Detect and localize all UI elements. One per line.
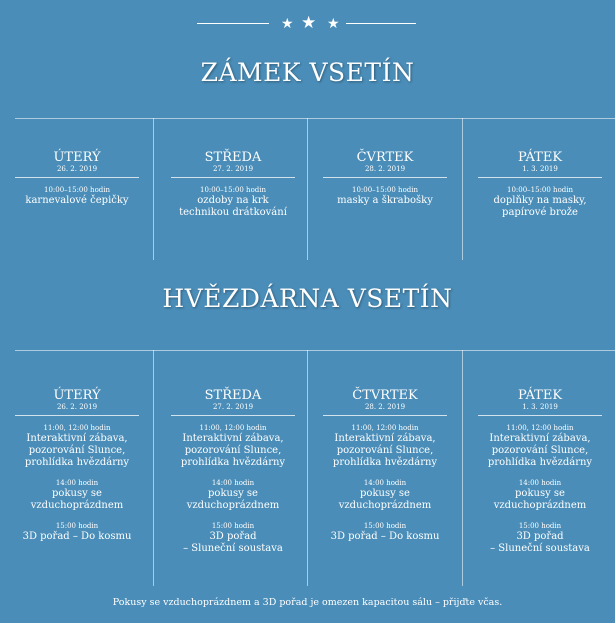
event-activity: 3D pořad – Do kosmu	[22, 531, 132, 542]
event-activity: vzduchoprázdnem	[338, 500, 432, 511]
event-activity: – Sluneční soustava	[183, 543, 283, 554]
event-time: 10:00–15:00 hodin	[506, 186, 574, 194]
event-activity: – Sluneční soustava	[490, 543, 590, 554]
event-time: 10:00–15:00 hodin	[199, 186, 267, 194]
event-time: 15:00 hodin	[518, 522, 562, 530]
day-name: ČVRTEK	[356, 150, 414, 165]
event-activity: karnevalové čepičky	[25, 195, 129, 206]
column-divider	[462, 350, 463, 586]
day-separator	[323, 415, 447, 416]
day-column	[470, 388, 610, 555]
event-time: 15:00 hodin	[55, 522, 99, 530]
event-activity: pozorování Slunce,	[336, 445, 434, 456]
event-activity: papírové brože	[502, 207, 578, 218]
day-name: STŘEDA	[204, 388, 262, 403]
schedule-grid-zamek	[15, 118, 615, 260]
grid-top-divider	[15, 350, 615, 351]
event-activity: ozdoby na krk	[197, 195, 269, 206]
event	[7, 424, 147, 469]
day-name: STŘEDA	[204, 150, 262, 165]
column-divider	[153, 118, 154, 260]
event-activity: prohlídka hvězdárny	[24, 457, 130, 468]
day-column	[470, 150, 610, 219]
section-title-hvezdarna: HVĚZDÁRNA VSETÍN	[162, 284, 453, 313]
event-time: 11:00, 12:00 hodin	[199, 424, 267, 432]
event-time: 11:00, 12:00 hodin	[506, 424, 574, 432]
day-name: PÁTEK	[517, 388, 563, 403]
event	[163, 424, 303, 469]
event	[470, 424, 610, 469]
day-date: 28. 2. 2019	[364, 403, 406, 411]
event-time: 11:00, 12:00 hodin	[351, 424, 419, 432]
event-activity: prohlídka hvězdárny	[332, 457, 438, 468]
decor-line-left	[197, 23, 269, 24]
event-activity: Interaktivní zábava,	[182, 433, 284, 444]
event	[163, 479, 303, 512]
event	[163, 522, 303, 555]
event-activity: prohlídka hvězdárny	[180, 457, 286, 468]
event	[163, 186, 303, 219]
day-column	[315, 150, 455, 207]
day-separator	[171, 415, 295, 416]
day-date: 1. 3. 2019	[522, 403, 558, 411]
day-separator	[478, 177, 602, 178]
event	[315, 479, 455, 512]
footer-note: Pokusy se vzduchoprázdnem a 3D pořad je omezen kapacitou sálu – přijďte včas.	[112, 597, 503, 608]
event-time: 10:00–15:00 hodin	[351, 186, 419, 194]
day-date: 26. 2. 2019	[56, 403, 98, 411]
day-column	[315, 388, 455, 543]
event	[315, 186, 455, 207]
day-date: 27. 2. 2019	[212, 165, 254, 173]
day-column	[7, 388, 147, 543]
event-activity: Interaktivní zábava,	[489, 433, 591, 444]
event-time: 14:00 hodin	[518, 479, 562, 487]
event-activity: prohlídka hvězdárny	[487, 457, 593, 468]
event-activity: pozorování Slunce,	[28, 445, 126, 456]
day-date: 28. 2. 2019	[364, 165, 406, 173]
day-column	[7, 150, 147, 207]
day-name: ÚTERÝ	[53, 388, 101, 403]
event	[315, 424, 455, 469]
event-activity: vzduchoprázdnem	[186, 500, 280, 511]
event-time: 15:00 hodin	[211, 522, 255, 530]
column-divider	[307, 350, 308, 586]
event-time: 14:00 hodin	[363, 479, 407, 487]
day-column	[163, 150, 303, 219]
star-icon: ★	[301, 13, 317, 33]
event-activity: pozorování Slunce,	[491, 445, 589, 456]
day-name: PÁTEK	[517, 150, 563, 165]
day-separator	[15, 415, 139, 416]
event-activity: 3D pořad	[209, 531, 257, 542]
section-title-zamek: ZÁMEK VSETÍN	[200, 58, 415, 87]
event	[315, 522, 455, 543]
star-icon: ★	[281, 16, 294, 32]
event-time: 11:00, 12:00 hodin	[43, 424, 111, 432]
column-divider	[307, 118, 308, 260]
day-name: ÚTERÝ	[53, 150, 101, 165]
day-date: 27. 2. 2019	[212, 403, 254, 411]
event	[7, 522, 147, 543]
event-activity: pokusy se	[515, 488, 565, 499]
column-divider	[153, 350, 154, 586]
event-time: 10:00–15:00 hodin	[43, 186, 111, 194]
day-date: 26. 2. 2019	[56, 165, 98, 173]
day-separator	[15, 177, 139, 178]
day-separator	[323, 177, 447, 178]
event-activity: doplňky na masky,	[493, 195, 587, 206]
event-activity: technikou drátkování	[179, 207, 287, 218]
day-date: 1. 3. 2019	[522, 165, 558, 173]
event-activity: 3D pořad – Do kosmu	[330, 531, 440, 542]
event-activity: pokusy se	[52, 488, 102, 499]
column-divider	[462, 118, 463, 260]
event-time: 14:00 hodin	[211, 479, 255, 487]
event-time: 15:00 hodin	[363, 522, 407, 530]
event-activity: 3D pořad	[516, 531, 564, 542]
event	[7, 479, 147, 512]
event-time: 14:00 hodin	[55, 479, 99, 487]
decor-line-right	[346, 23, 416, 24]
star-icon: ★	[327, 16, 340, 32]
event-activity: vzduchoprázdnem	[493, 500, 587, 511]
event	[470, 186, 610, 219]
event	[7, 186, 147, 207]
day-separator	[478, 415, 602, 416]
grid-top-divider	[15, 118, 615, 119]
day-name: ČTVRTEK	[352, 388, 418, 403]
day-column	[163, 388, 303, 555]
event-activity: pokusy se	[208, 488, 258, 499]
schedule-grid-hvezdarna	[15, 350, 615, 586]
event	[470, 479, 610, 512]
event-activity: Interaktivní zábava,	[334, 433, 436, 444]
event-activity: pokusy se	[360, 488, 410, 499]
day-separator	[171, 177, 295, 178]
event-activity: masky a škrabošky	[337, 195, 433, 206]
event-activity: Interaktivní zábava,	[26, 433, 128, 444]
event-activity: vzduchoprázdnem	[30, 500, 124, 511]
event-activity: pozorování Slunce,	[184, 445, 282, 456]
header-decoration	[0, 14, 615, 34]
event	[470, 522, 610, 555]
